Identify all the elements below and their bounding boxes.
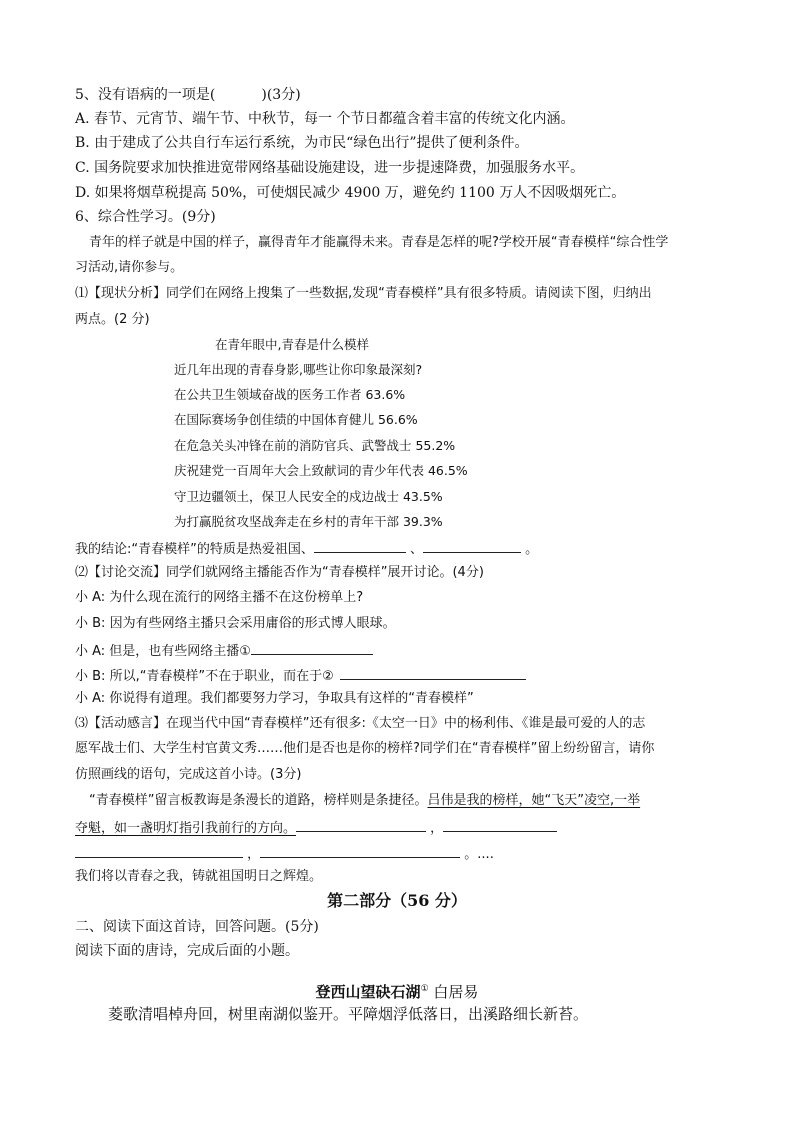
q6-part1-line2: 两点。(2 分) bbox=[75, 312, 150, 327]
dialogue-line: 小 A: 为什么现在流行的网络主播不在这份榜单上? bbox=[75, 590, 364, 605]
poem-underlined-text: 夺魁，如一盏明灯指引我前行的方向。 bbox=[75, 821, 297, 836]
survey-item: 为打赢脱贫攻坚战奔走在乡村的青年干部 39.3% bbox=[174, 514, 443, 529]
q6-stem: 6、综合性学习。(9分) bbox=[75, 209, 216, 225]
survey-item: 在公共卫生领域奋战的医务工作者 63.6% bbox=[174, 387, 406, 402]
survey-item: 在国际赛场争创佳绩的中国体育健儿 56.6% bbox=[174, 412, 418, 427]
q6-intro-line1: 青年的样子就是中国的样子，赢得青年才能赢得未来。青春是怎样的呢?学校开展“青春模样“综合性学 bbox=[89, 235, 669, 250]
answer-blank[interactable] bbox=[314, 538, 406, 553]
q5-stem: 5、没有语病的一项是( )(3分) bbox=[75, 87, 301, 103]
answer-blank[interactable] bbox=[340, 665, 526, 680]
dialogue-line: 小 A: 你说得有道理。我们都要努力学习，争取具有这样的“青春模样” bbox=[75, 691, 474, 706]
poem-underlined-text: 吕伟是我的榜样，她“飞天”凌空,一举 bbox=[427, 793, 641, 808]
poem-line2: 夺魁，如一盏明灯指引我前行的方向。 ， bbox=[75, 817, 557, 839]
q6-part3-line2: 愿军战士们、大学生村官黄文秀……他们是否也是你的榜样?同学们在“青春模样”留上纷纷留言，请你 bbox=[75, 741, 655, 756]
survey-question: 近几年出现的青春身影,哪些让你印象最深刻? bbox=[174, 362, 423, 377]
q5-option-d: D. 如果将烟草税提高 50%，可使烟民减少 4900 万，避免约 1100 万人不因吸烟死亡。 bbox=[75, 185, 626, 201]
footnote-mark: ① bbox=[420, 984, 429, 994]
answer-blank[interactable] bbox=[423, 538, 521, 553]
conclusion-line: 我的结论:“青春模样”的特质是热爱祖国、 、 。 bbox=[75, 538, 538, 560]
poem-author: 白居易 bbox=[433, 983, 479, 1001]
poem-heading bbox=[0, 978, 794, 1003]
survey-item: 守卫边疆领土，保卫人民安全的戍边战士 43.5% bbox=[174, 489, 443, 504]
q5-option-b: B. 由于建成了公共自行车运行系统，为市民“绿色出行”提供了便利条件。 bbox=[75, 135, 529, 151]
survey-item: 庆祝建党一百周年大会上致献词的青少年代表 46.5% bbox=[174, 463, 468, 478]
dialogue-line: 小 B: 因为有些网络主播只会采用庸俗的形式博人眼球。 bbox=[75, 616, 396, 631]
answer-blank[interactable] bbox=[260, 843, 460, 858]
q6-part1-line1: ⑴【现状分析】同学们在网络上搜集了一些数据,发现“青春模样”具有很多特质。请阅读下图，归纳出 bbox=[75, 286, 652, 301]
answer-blank[interactable] bbox=[75, 843, 243, 858]
poem-title: 登西山望砄石湖 bbox=[315, 983, 421, 1001]
q6-part3-line3: 仿照画线的语句，完成这首小诗。(3分) bbox=[75, 767, 302, 782]
q6-intro-line2: 习活动,请你参与。 bbox=[75, 260, 184, 275]
poem-line3: ， 。.... bbox=[75, 843, 494, 865]
q6-part2-line1: ⑵【讨论交流】同学们就网络主播能否作为“青春模样”展开讨论。(4分) bbox=[75, 565, 484, 580]
q5-option-c: C. 国务院要求加快推进宽带网络基础设施建设，进一步提速降费，加强服务水平。 bbox=[75, 160, 585, 176]
poem-line1: “青春模样”留言板教诲是条漫长的道路，榜样则是条捷径。吕伟是我的榜样，她“飞天”凌空,一举 bbox=[89, 793, 641, 808]
poem-closing: 我们将以青春之我，铸就祖国明日之辉煌。 bbox=[75, 869, 323, 884]
survey-item: 在危急关头冲锋在前的消防官兵、武警战士 55.2% bbox=[174, 438, 456, 453]
q6-part3-line1: ⑶【活动感言】在现当代中国“青春模样”还有很多:《太空一日》中的杨利伟、《谁是最可爱的人的志 bbox=[75, 716, 646, 731]
reading-instruction: 阅读下面的唐诗，完成后面的小题。 bbox=[75, 943, 299, 959]
answer-blank[interactable] bbox=[296, 817, 426, 832]
dialogue-line: 小 B: 所以,“青春模样”不在于职业，而在于② bbox=[75, 665, 526, 687]
survey-title: 在青年眼中,青春是什么模样 bbox=[215, 337, 369, 352]
part-two-title: 第二部分（56 分） bbox=[327, 891, 467, 910]
answer-blank[interactable] bbox=[443, 817, 557, 832]
answer-blank[interactable] bbox=[251, 640, 373, 655]
dialogue-line: 小 A: 但是，也有些网络主播① bbox=[75, 640, 373, 662]
q5-option-a: A. 春节、元宵节、端午节、中秋节，每一 个节日都蕴含着丰富的传统文化内涵。 bbox=[75, 111, 575, 127]
poem-verse: 菱歌清唱棹舟回，树里南湖似鉴开。平障烟浮低落日，出溪路细长新苔。 bbox=[108, 1005, 589, 1023]
section-two-heading: 二、阅读下面这首诗，回答问题。(5分) bbox=[75, 919, 319, 935]
